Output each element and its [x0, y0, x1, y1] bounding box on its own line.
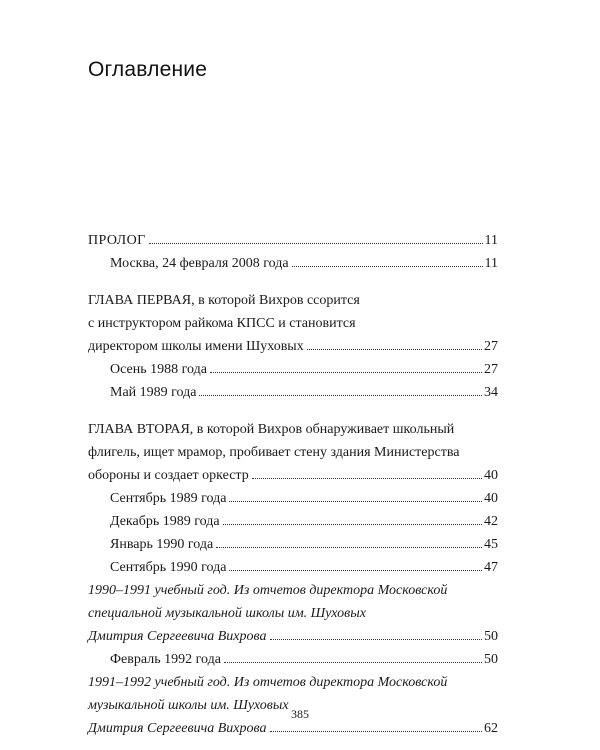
toc-entry-text: 1991–1992 учебный год. Из отчетов директора Московской	[88, 675, 448, 690]
toc-page-number: 45	[484, 537, 498, 552]
toc-entry-text: Сентябрь 1989 года	[110, 491, 227, 506]
toc-page-number: 47	[484, 560, 498, 575]
toc-entry-text: Сентябрь 1990 года	[110, 560, 227, 575]
toc-entry-text: Дмитрия Сергеевича Вихрова	[88, 721, 267, 736]
toc-subentry	[88, 252, 498, 275]
toc-entry-text: Дмитрия Сергеевича Вихрова	[88, 629, 267, 644]
toc-subentry	[88, 533, 498, 556]
toc-entry-text: с инструктором райкома КПСС и становится	[88, 316, 356, 331]
dot-leader	[223, 524, 482, 525]
toc-entry-report-1	[88, 579, 498, 602]
toc-entry-text: Май 1989 года	[110, 385, 197, 400]
dot-leader	[252, 478, 482, 479]
dot-leader	[229, 570, 482, 571]
toc-entry-text: Москва, 24 февраля 2008 года	[110, 256, 289, 271]
toc-entry-text: флигель, ищет мрамор, пробивает стену здания Министерства	[88, 445, 460, 460]
toc-entry-chapter-1-cont	[88, 312, 498, 335]
toc-entry-text: ГЛАВА ВТОРАЯ, в которой Вихров обнаруживает школьный	[88, 422, 455, 437]
toc-entry-text: обороны и создает оркестр	[88, 468, 249, 483]
toc-entry-text: музыкальной школы им. Шуховых	[88, 698, 289, 713]
table-of-contents	[88, 229, 498, 740]
toc-entry-text: Осень 1988 года	[110, 362, 207, 377]
toc-entry-text: ГЛАВА ПЕРВАЯ, в которой Вихров ссорится	[88, 293, 360, 308]
toc-entry-report-1-end	[88, 625, 498, 648]
toc-entry-text: Февраль 1992 года	[110, 652, 221, 667]
toc-page-number: 11	[484, 256, 498, 271]
page-number: 385	[291, 707, 309, 721]
toc-page-number: 11	[484, 233, 498, 248]
toc-page-number: 50	[484, 629, 498, 644]
toc-page-number: 34	[484, 385, 498, 400]
toc-entry-chapter-1	[88, 289, 498, 312]
dot-leader	[216, 547, 482, 548]
toc-entry-text: ПРОЛОГ	[88, 233, 146, 248]
toc-entry-text: Декабрь 1989 года	[110, 514, 220, 529]
dot-leader	[210, 372, 482, 373]
toc-entry-chapter-2	[88, 418, 498, 441]
toc-entry-prologue	[88, 229, 498, 252]
page-title: Оглавление	[88, 58, 208, 81]
toc-subentry	[88, 487, 498, 510]
toc-subentry	[88, 381, 498, 404]
toc-page-number: 40	[484, 491, 498, 506]
toc-entry-text: директором школы имени Шуховых	[88, 339, 304, 354]
dot-leader	[149, 243, 483, 244]
dot-leader	[229, 501, 482, 502]
toc-entry-chapter-2-cont	[88, 441, 498, 464]
dot-leader	[307, 349, 482, 350]
toc-page-number: 50	[484, 652, 498, 667]
toc-page-number: 27	[484, 362, 498, 377]
dot-leader	[270, 731, 483, 732]
toc-entry-report-1-cont	[88, 602, 498, 625]
toc-page-number: 62	[484, 721, 498, 736]
dot-leader	[270, 639, 483, 640]
toc-subentry	[88, 510, 498, 533]
dot-leader	[292, 266, 483, 267]
toc-entry-report-2	[88, 671, 498, 694]
toc-page-number: 42	[484, 514, 498, 529]
toc-entry-chapter-2-end	[88, 464, 498, 487]
toc-subentry	[88, 648, 498, 671]
toc-entry-chapter-1-end	[88, 335, 498, 358]
toc-page-number: 40	[484, 468, 498, 483]
toc-page-number: 27	[484, 339, 498, 354]
dot-leader	[199, 395, 482, 396]
toc-entry-text: специальной музыкальной школы им. Шуховых	[88, 606, 366, 621]
dot-leader	[224, 662, 482, 663]
toc-subentry	[88, 358, 498, 381]
toc-entry-text: Январь 1990 года	[110, 537, 214, 552]
toc-entry-text: 1990–1991 учебный год. Из отчетов директора Московской	[88, 583, 448, 598]
toc-subentry	[88, 556, 498, 579]
